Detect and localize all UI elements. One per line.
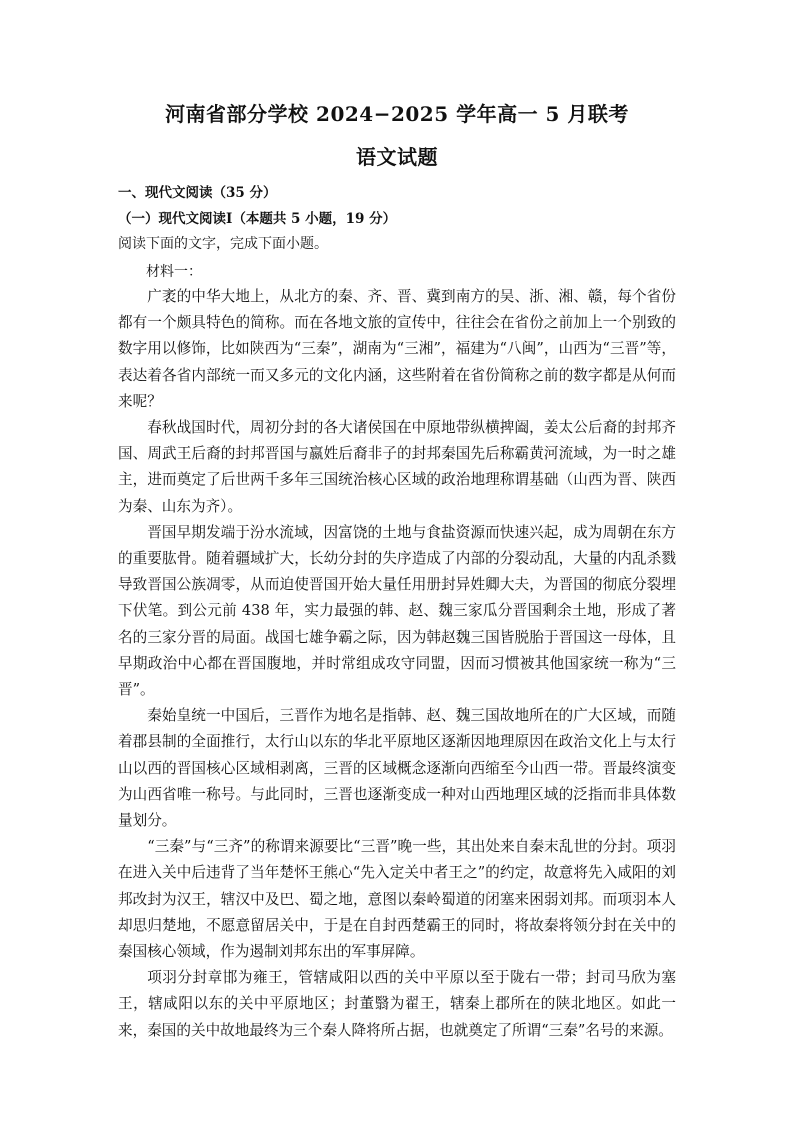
- paragraph-2: 春秋战国时代，周初分封的各大诸侯国在中原地带纵横捭阖，姜太公后裔的封邦齐国、周武王后裔的封邦晋国与嬴姓后裔非子的封邦秦国先后称霸黄河流域，为一时之雄主，进而奠定了后世两千多年三国统治核心区域的政治地理称谓基础（山西为晋、陕西为秦、山东为齐）。: [118, 419, 676, 515]
- reading-passage: [118, 284, 676, 1044]
- section-heading: 一、现代文阅读（35 分）: [118, 185, 277, 201]
- exam-title: 河南省部分学校 2024−2025 学年高一 5 月联考: [165, 102, 629, 126]
- paragraph-6: 项羽分封章邯为雍王，管辖咸阳以西的关中平原以至于陇右一带；封司马欣为塞王，辖咸阳以东的关中平原地区；封董翳为翟王，辖秦上郡所在的陕北地区。如此一来，秦国的关中故地最终为三个秦人降将所占据，也就奠定了所谓“三秦”名号的来源。: [118, 969, 676, 1039]
- section-subheading: （一）现代文阅读Ⅰ（本题共 5 小题，19 分）: [118, 211, 397, 227]
- paragraph-5: “三秦”与“三齐”的称谓来源要比“三晋”晚一些，其出处来自秦末乱世的分封。项羽在进入关中后违背了当年楚怀王熊心“先入定关中者王之”的约定，故意将先入咸阳的刘邦改封为汉王，辖汉中及巴、蜀之地，意图以秦岭蜀道的闭塞来困弱刘邦。而项羽本人却思归楚地，不愿意留居关中，于是在自封西楚霸王的同时，将故秦将领分封在关中的秦国核心领域，作为遏制刘邦东出的军事屏障。: [118, 838, 676, 961]
- exam-subtitle: 语文试题: [356, 145, 438, 169]
- paragraph-3: 晋国早期发端于汾水流域，因富饶的土地与食盐资源而快速兴起，成为周朝在东方的重要肱骨。随着疆域扩大，长幼分封的失序造成了内部的分裂动乱，大量的内乱杀戮导致晋国公族凋零，从而迫使晋国开始大量任用册封异姓卿大夫，为晋国的彻底分裂埋下伏笔。到公元前 438 年，实力最强的韩、赵、魏三家瓜分晋国剩余土地，形成了著名的三家分晋的局面。战国七雄争霸之际，因为韩赵魏三国皆脱胎于晋国这一母体，且早期政治中心都在晋国腹地，并时常组成攻守同盟，因而习惯被其他国家统一称为“三晋”。: [118, 523, 676, 699]
- instruction-text: 阅读下面的文字，完成下面小题。: [118, 236, 328, 252]
- material-label: 材料一：: [146, 264, 202, 280]
- paragraph-4: 秦始皇统一中国后，三晋作为地名是指韩、赵、魏三国故地所在的广大区域，而随着郡县制的全面推行，太行山以东的华北平原地区逐渐因地理原因在政治文化上与太行山以西的晋国核心区域相剥离，三晋的区域概念逐渐向西缩至今山西一带。晋最终演变为山西省唯一称号。与此同时，三晋也逐渐变成一种对山西地理区域的泛指而非具体数量划分。: [118, 707, 676, 830]
- paragraph-1: 广袤的中华大地上，从北方的秦、齐、晋、冀到南方的吴、浙、湘、赣，每个省份都有一个颇具特色的简称。而在各地文旅的宣传中，往往会在省份之前加上一个别致的数字用以修饰，比如陕西为“三秦”，湖南为“三湘”，福建为“八闽”，山西为“三晋”等，表达着各省内部统一而又多元的文化内涵，这些附着在省份简称之前的数字都是从何而来呢？: [118, 288, 676, 410]
